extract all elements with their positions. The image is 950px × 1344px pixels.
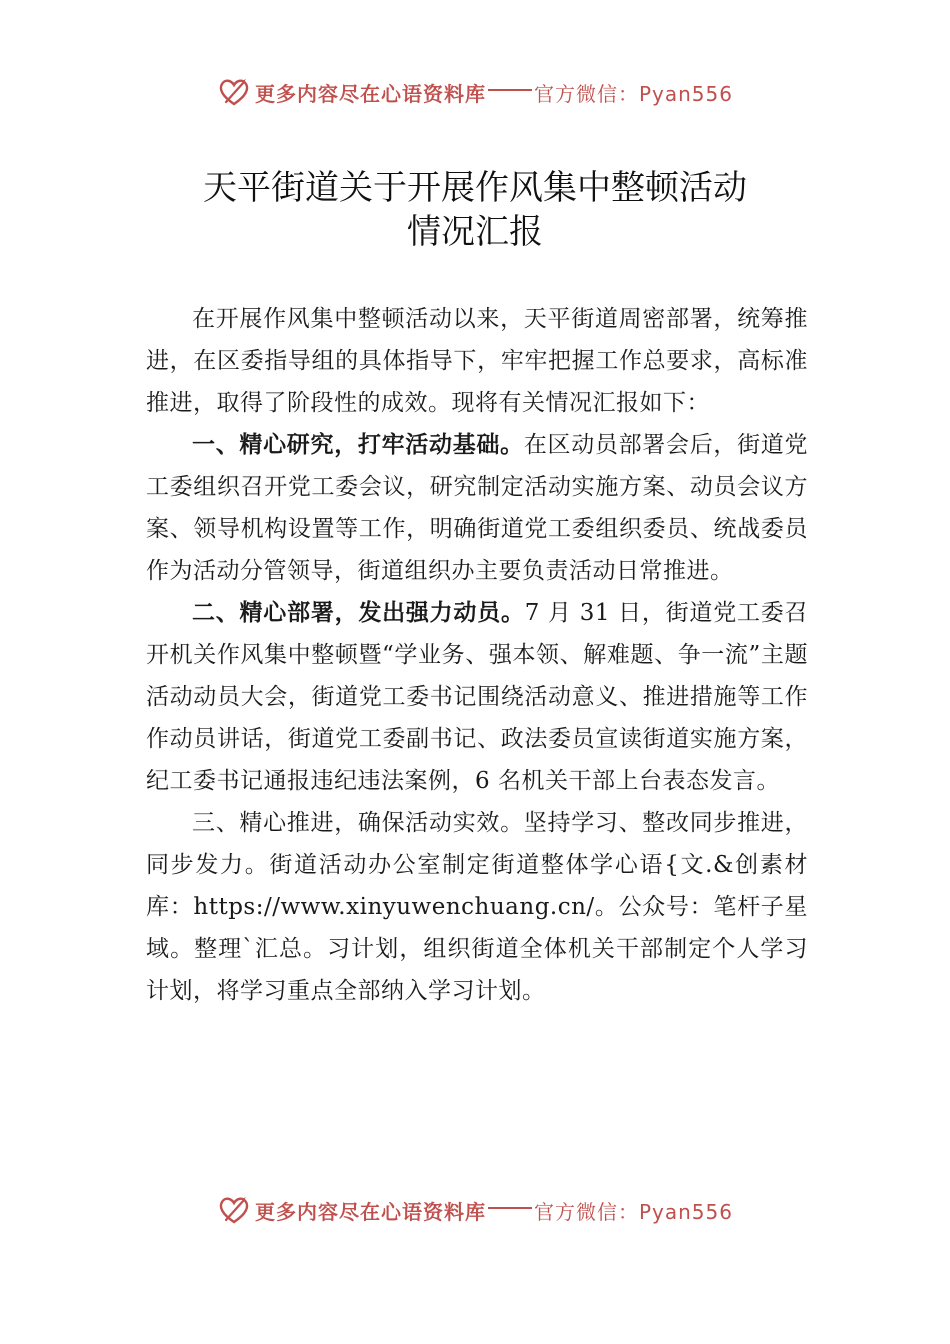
header-watermark [0, 72, 950, 112]
section-paragraph-3 [146, 802, 808, 1012]
title-line-1: 天平街道关于开展作风集中整顿活动 [203, 168, 747, 208]
watermark-contact: 官方微信：Pyan556 [533, 1199, 733, 1224]
section-body-3: 三、精心推进，确保活动实效。坚持学习、整改同步推进，同步发力。街道活动办公室制定街道整体学心语{文.&创素材库：https://www.xinyuwenchuang.cn/。公众号：笔杆子星域。整理`汇总。习计划，组织街道全体机关干部制定个人学习计划，将学习重点全部纳入学习计划。 [146, 810, 808, 1004]
section-paragraph-1 [146, 424, 808, 592]
footer-watermark [0, 1190, 950, 1230]
section-heading-1: 一、精心研究，打牢活动基础。 [192, 432, 524, 458]
watermark-brand: 更多内容尽在心语资料库 [254, 81, 486, 106]
section-body-2: 7 月 31 日，街道党工委召开机关作风集中整顿暨“学业务、强本领、解难题、争一流”主题活动动员大会，街道党工委书记围绕活动意义、推进措施等工作作动员讲话，街道党工委副书记、政法委员宣读街道实施方案，纪工委书记通报违纪违法案例，6 名机关干部上台表态发言。 [146, 600, 808, 794]
watermark-dash [488, 1207, 532, 1209]
section-body-1: 在区动员部署会后，街道党工委组织召开党工委会议，研究制定活动实施方案、动员会议方案、领导机构设置等工作，明确街道党工委组织委员、统战委员作为活动分管领导，街道组织办主要负责活动日常推进。 [146, 432, 809, 584]
watermark-dash [488, 89, 532, 91]
title-line-2: 情况汇报 [407, 212, 543, 252]
heart-quill-logo-icon [217, 1193, 251, 1227]
intro-paragraph: 在开展作风集中整顿活动以来，天平街道周密部署，统筹推进，在区委指导组的具体指导下，牢牢把握工作总要求，高标准推进，取得了阶段性的成效。现将有关情况汇报如下： [146, 306, 808, 416]
section-heading-2: 二、精心部署，发出强力动员。 [192, 600, 525, 626]
watermark-contact: 官方微信：Pyan556 [533, 81, 733, 106]
document-body [146, 298, 808, 1012]
section-paragraph-2 [146, 592, 808, 802]
watermark-brand: 更多内容尽在心语资料库 [254, 1199, 486, 1224]
document-title [0, 166, 950, 254]
heart-quill-logo-icon [217, 75, 251, 109]
